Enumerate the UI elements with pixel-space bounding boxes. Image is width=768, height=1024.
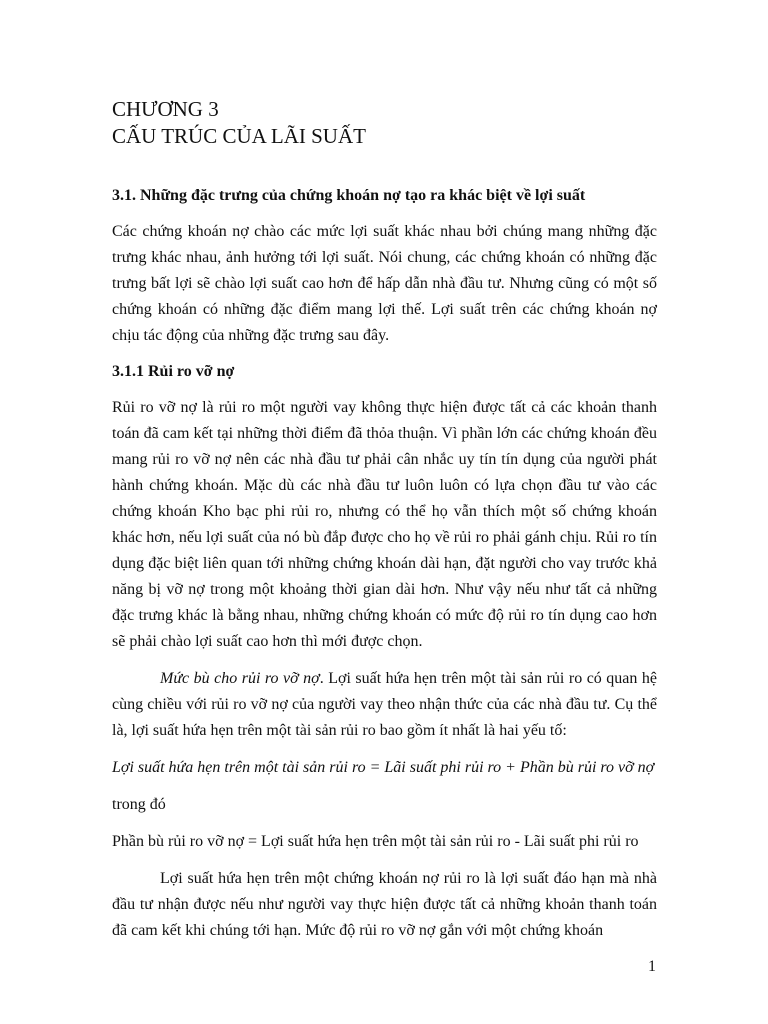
risk-premium-paragraph xyxy=(112,666,657,744)
section-heading: 3.1. Những đặc trưng của chứng khoán nợ tạo ra khác biệt về lợi suất xyxy=(112,187,586,204)
where-label: trong đó xyxy=(112,796,166,813)
promised-yield-paragraph: Lợi suất hứa hẹn trên một chứng khoán nợ rủi ro là lợi suất đáo hạn mà nhà đầu tư nhận được nếu như người vay thực hiện được tất cả những khoản thanh toán đã cam kết khi chúng tới hạn. Mức độ rủi ro vỡ nợ gắn với một chứng khoán xyxy=(112,870,657,939)
risk-premium-definition: Phần bù rủi ro vỡ nợ = Lợi suất hứa hẹn trên một tài sản rủi ro - Lãi suất phi rủi ro xyxy=(112,833,639,850)
chapter-number: CHƯƠNG 3 xyxy=(112,97,219,121)
chapter-title: CẤU TRÚC CỦA LÃI SUẤT xyxy=(112,124,366,148)
risk-premium-term: Mức bù cho rủi ro vỡ nợ xyxy=(160,670,320,687)
promised-yield-formula: Lợi suất hứa hẹn trên một tài sản rủi ro = Lãi suất phi rủi ro + Phần bù rủi ro vỡ nợ xyxy=(112,759,655,776)
default-risk-paragraph: Rủi ro vỡ nợ là rủi ro một người vay không thực hiện được tất cả các khoản thanh toán đã cam kết tại những thời điểm đã thỏa thuận. Vì phần lớn các chứng khoán đều mang rủi ro vỡ nợ nên các nhà đầu tư phải cân nhắc uy tín tín dụng của người phát hành chứng khoán. Mặc dù các nhà đầu tư luôn luôn có lựa chọn đầu tư vào các chứng khoán Kho bạc phi rủi ro, nhưng có thể họ vẫn thích một số chứng khoán khác hơn, nếu lợi suất của nó bù đắp được cho họ về rủi ro phải gánh chịu. Rủi ro tín dụng đặc biệt liên quan tới những chứng khoán dài hạn, đặt người cho vay trước khả năng bị vỡ nợ trong một khoảng thời gian dài hơn. Như vậy nếu như tất cả những đặc trưng khác là bằng nhau, những chứng khoán có mức độ rủi ro tín dụng cao hơn sẽ phải chào lợi suất cao hơn thì mới được chọn. xyxy=(112,399,657,650)
chapter-heading xyxy=(112,96,657,150)
risk-premium-text: . Lợi suất hứa hẹn trên một tài sản rủi ro có quan hệ cùng chiều với rủi ro vỡ nợ của người vay theo nhận thức của các nhà đầu tư. Cụ thể là, lợi suất hứa hẹn trên một tài sản rủi ro bao gồm ít nhất là hai yếu tố: xyxy=(112,670,657,739)
page-number: 1 xyxy=(648,958,656,975)
subsection-heading: 3.1.1 Rủi ro vỡ nợ xyxy=(112,363,235,380)
section-intro-paragraph: Các chứng khoán nợ chào các mức lợi suất khác nhau bởi chúng mang những đặc trưng khác nhau, ảnh hưởng tới lợi suất. Nói chung, các chứng khoán có những đặc trưng bất lợi sẽ chào lợi suất cao hơn để hấp dẫn nhà đầu tư. Nhưng cũng có một số chứng khoán có những đặc điểm mang lợi thế. Lợi suất trên các chứng khoán nợ chịu tác động của những đặc trưng sau đây. xyxy=(112,223,657,344)
document-page xyxy=(112,96,657,955)
